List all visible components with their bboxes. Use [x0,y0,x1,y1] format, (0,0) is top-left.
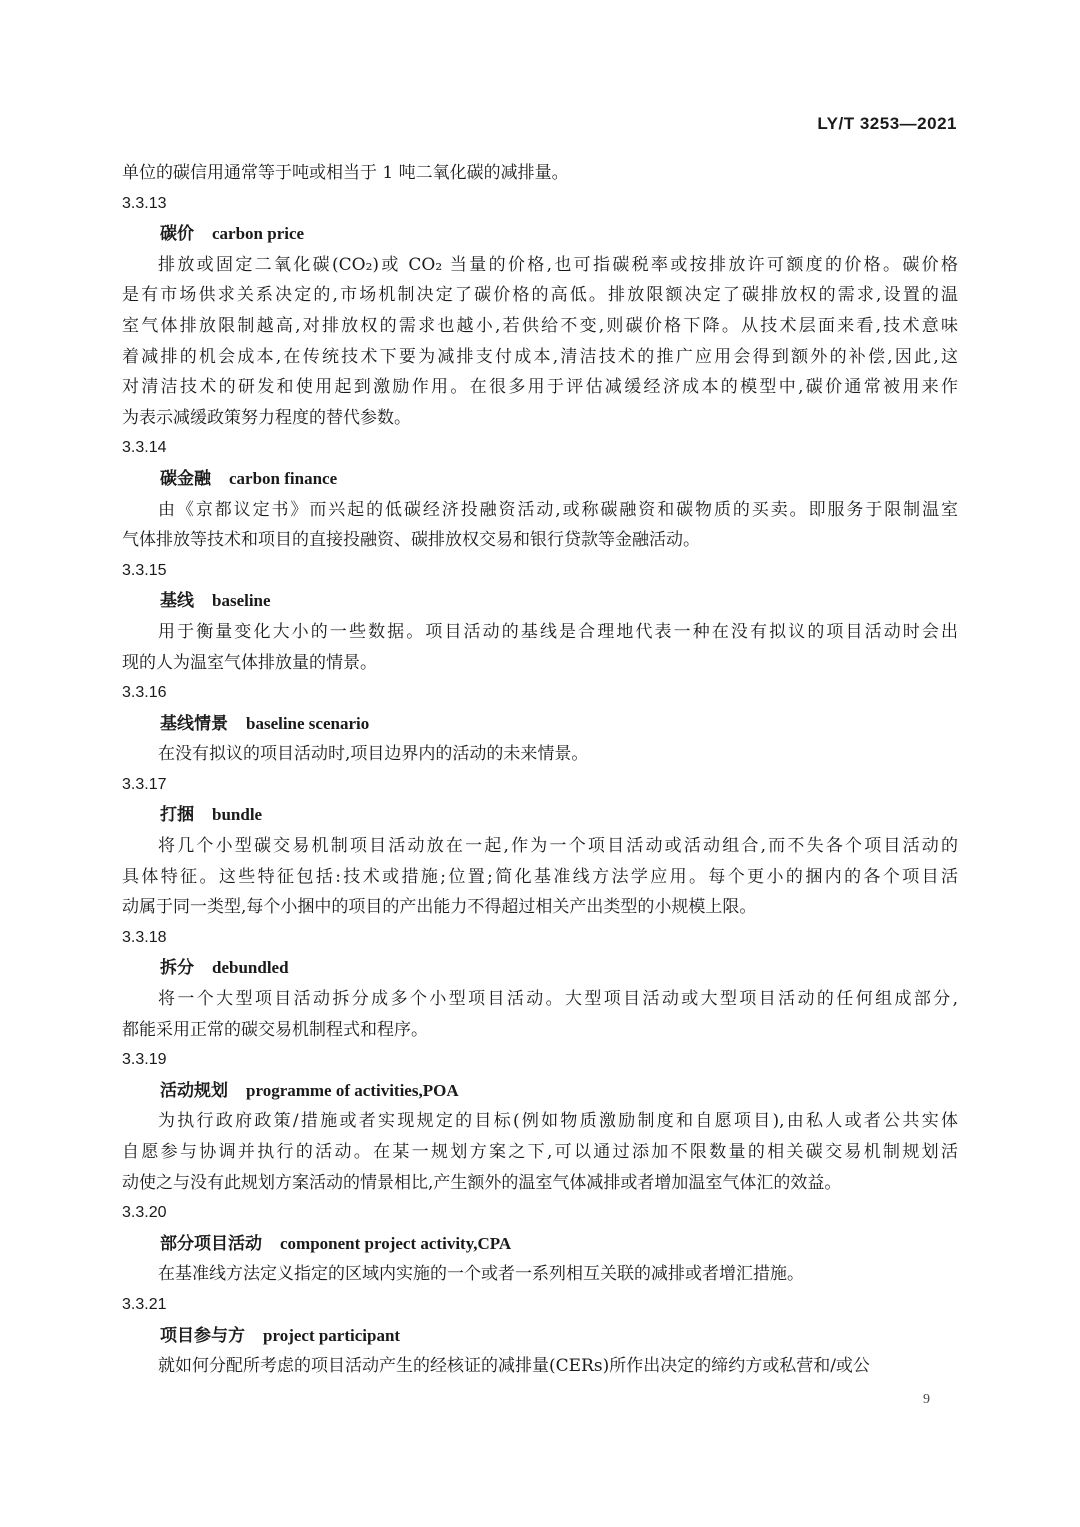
term-english: carbon finance [229,468,338,488]
term-english: bundle [212,805,263,825]
term-chinese: 项目参与方 [160,1325,245,1346]
page-number: 9 [923,1392,930,1407]
term-english: project participant [263,1325,401,1345]
definition-line: 对清洁技术的研发和使用起到激励作用。在很多用于评估减缓经济成本的模型中,碳价通常被用来作 [122,377,958,398]
term-english: carbon price [212,224,305,244]
lead-in-text: 单位的碳信用通常等于吨或相当于 1 吨二氧化碳的减排量。 [122,163,569,183]
term-chinese: 打捆 [160,805,194,826]
definition-line: 动使之与没有此规划方案活动的情景相比,产生额外的温室气体减排或者增加温室气体汇的效益。 [122,1172,842,1193]
definition-line: 由《京都议定书》而兴起的低碳经济投融资活动,或称碳融资和碳物质的买卖。即服务于限制温室 [158,499,958,520]
clause-number: 3.3.16 [122,684,167,702]
term-heading [122,1076,958,1107]
term-english: baseline [212,591,271,611]
clause-number: 3.3.15 [122,561,167,579]
term-chinese: 碳价 [160,224,194,245]
definition-line: 为表示减缓政策努力程度的替代参数。 [122,407,411,428]
definition-line: 排放或固定二氧化碳(CO₂)或 CO₂ 当量的价格,也可指碳税率或按排放许可额度的价格。碳价格 [158,254,958,275]
term-chinese: 部分项目活动 [160,1233,262,1254]
term-heading [122,464,958,495]
clause-number: 3.3.17 [122,775,167,793]
clause-number: 3.3.13 [122,194,167,212]
definition-line: 用于衡量变化大小的一些数据。项目活动的基线是合理地代表一种在没有拟议的项目活动时会出 [158,621,958,642]
definition-line: 着减排的机会成本,在传统技术下要为减排支付成本,清洁技术的推广应用会得到额外的补偿,因此,这 [122,346,958,367]
standard-code: LY/T 3253—2021 [817,114,957,133]
definition-line: 为执行政府政策/措施或者实现规定的目标(例如物质激励制度和自愿项目),由私人或者公共实体 [158,1111,958,1132]
term-chinese: 碳金融 [160,468,211,489]
definition-line: 室气体排放限制越高,对排放权的需求也越小,若供给不变,则碳价格下降。从技术层面来看,技术意味 [122,315,958,336]
term-heading [122,800,958,831]
term-english: component project activity,CPA [280,1233,512,1253]
document-body [122,158,958,1382]
term-heading [122,586,958,617]
clause-number: 3.3.20 [122,1204,167,1222]
definition-line: 在没有拟议的项目活动时,项目边界内的活动的未来情景。 [158,744,589,765]
term-chinese: 活动规划 [160,1080,228,1101]
clause-number: 3.3.18 [122,928,167,946]
definition-line: 是有市场供求关系决定的,市场机制决定了碳价格的高低。排放限额决定了碳排放权的需求,设置的温 [122,285,958,306]
term-heading [122,709,958,740]
definition-line: 现的人为温室气体排放量的情景。 [122,652,377,673]
term-chinese: 基线 [160,591,194,612]
term-heading [122,219,958,250]
term-chinese: 基线情景 [160,713,228,734]
clause-number: 3.3.21 [122,1295,167,1313]
term-chinese: 拆分 [160,958,194,979]
definition-line: 气体排放等技术和项目的直接投融资、碳排放权交易和银行贷款等金融活动。 [122,530,700,551]
term-heading [122,953,958,984]
term-english: debundled [212,958,289,978]
definition-line: 将几个小型碳交易机制项目活动放在一起,作为一个项目活动或活动组合,而不失各个项目活动的 [158,836,958,857]
definition-line: 具体特征。这些特征包括:技术或措施;位置;简化基准线方法学应用。每个更小的捆内的各个项目活 [122,866,958,887]
term-english: baseline scenario [246,713,370,733]
term-english: programme of activities,POA [246,1080,459,1100]
clause-number: 3.3.19 [122,1051,167,1069]
definition-line: 自愿参与协调并执行的活动。在某一规划方案之下,可以通过添加不限数量的相关碳交易机制规划活 [122,1142,958,1162]
definition-line: 都能采用正常的碳交易机制程式和程序。 [122,1019,428,1040]
definition-line: 动属于同一类型,每个小捆中的项目的产出能力不得超过相关产出类型的小规模上限。 [122,897,757,918]
definition-line: 就如何分配所考虑的项目活动产生的经核证的减排量(CERs)所作出决定的缔约方或私营和/或公 [158,1356,870,1377]
clause-number: 3.3.14 [122,439,167,457]
definition-line: 将一个大型项目活动拆分成多个小型项目活动。大型项目活动或大型项目活动的任何组成部分, [158,989,958,1010]
term-heading [122,1321,958,1352]
term-heading [122,1229,958,1260]
definition-line: 在基准线方法定义指定的区域内实施的一个或者一系列相互关联的减排或者增汇措施。 [158,1264,804,1285]
